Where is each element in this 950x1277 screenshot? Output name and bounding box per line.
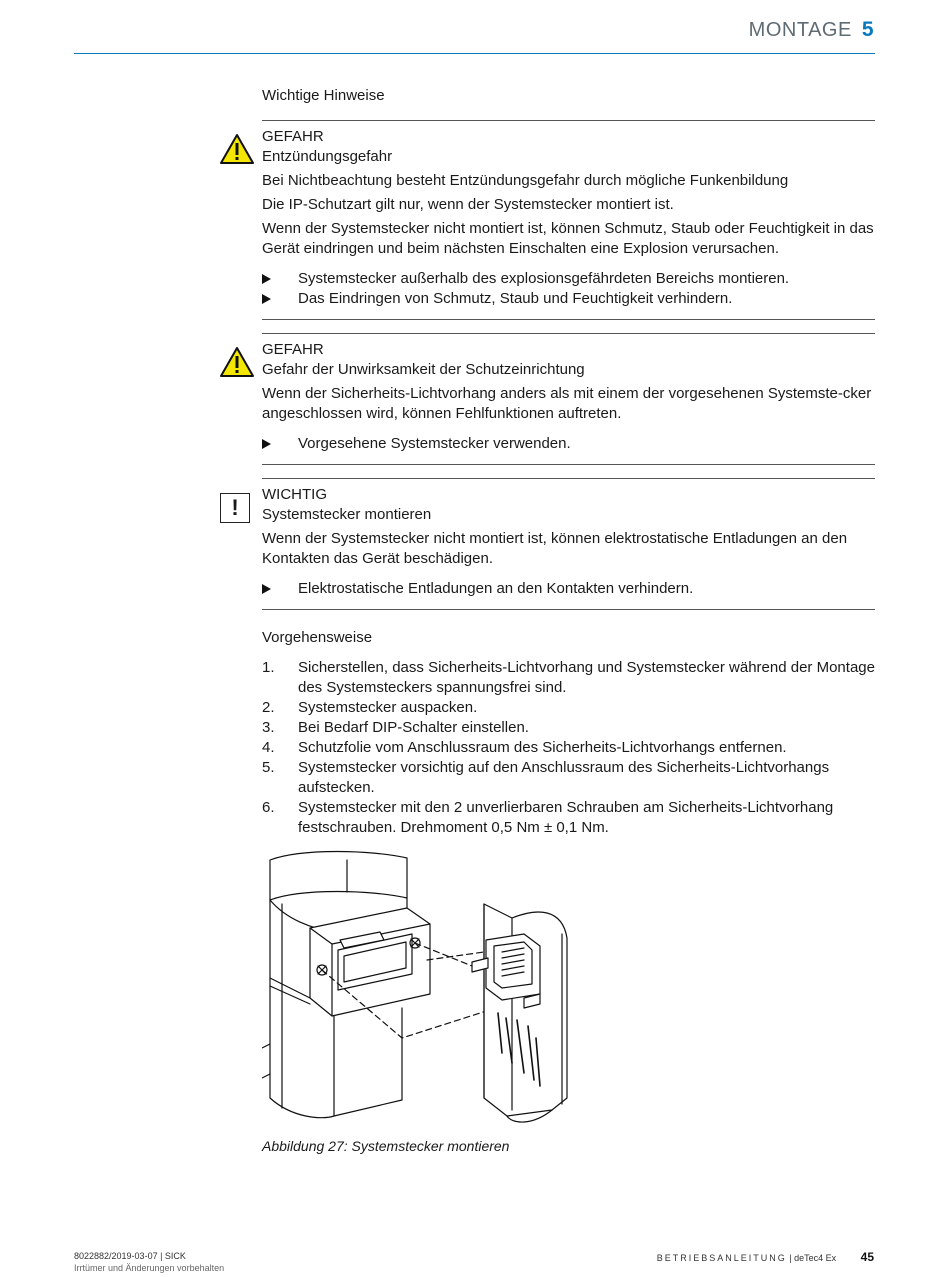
page-number: 45 xyxy=(860,1250,874,1264)
footer-disclaimer: Irrtümer und Änderungen vorbehalten xyxy=(74,1263,225,1273)
divider xyxy=(262,319,875,320)
step-text: Sicherstellen, dass Sicherheits-Lichtvorhang und Systemstecker während der Montage des Systemsteckers spannungsfrei sind. xyxy=(298,659,875,696)
note-paragraph: Bei Nichtbeachtung besteht Entzündungsgefahr durch mögliche Funkenbildung xyxy=(262,172,789,189)
important-note-connector xyxy=(231,485,875,599)
step-text: Systemstecker vorsichtig auf den Anschlussraum des Sicherheits-Lichtvorhangs aufstecken. xyxy=(298,759,830,796)
step-text: Systemstecker auspacken. xyxy=(298,699,478,716)
list-item xyxy=(262,798,875,838)
danger-note-protection xyxy=(262,340,875,454)
header-divider xyxy=(74,53,875,54)
procedure-steps xyxy=(262,658,875,838)
note-label: WICHTIG xyxy=(262,486,327,503)
figure-caption: Abbildung 27: Systemstecker montieren xyxy=(262,1138,510,1154)
footer-doc-id: 8022882/2019-03-07 | SICK xyxy=(74,1251,186,1261)
note-subtitle: Gefahr der Unwirksamkeit der Schutzeinrichtung xyxy=(262,361,585,378)
main-content xyxy=(231,86,875,838)
step-text: Schutzfolie vom Anschlussraum des Sicherheits-Lichtvorhangs entfernen. xyxy=(298,739,787,756)
chapter-number: 5 xyxy=(861,18,874,41)
list-item xyxy=(262,434,875,454)
list-item xyxy=(262,289,875,309)
note-action-list xyxy=(262,434,875,454)
bullet-arrow-icon xyxy=(262,584,271,594)
step-text: Systemstecker mit den 2 unverlierbaren Schrauben am Sicherheits-Lichtvorhang festschrauben. Drehmoment 0,5 Nm ± 0,1 Nm. xyxy=(298,799,834,836)
list-item xyxy=(262,579,875,599)
footer-left xyxy=(74,1250,224,1274)
list-item xyxy=(262,698,875,718)
note-action-list xyxy=(262,269,875,309)
list-item xyxy=(262,758,875,798)
divider xyxy=(262,609,875,610)
bullet-arrow-icon xyxy=(262,274,271,284)
bullet-arrow-icon xyxy=(262,294,271,304)
danger-note-ignition xyxy=(262,127,875,309)
list-item xyxy=(262,658,875,698)
footer-doc-type: BETRIEBSANLEITUNG xyxy=(656,1253,787,1263)
step-number: 3. xyxy=(262,719,275,736)
header-title xyxy=(749,18,874,42)
procedure-heading: Vorgehensweise xyxy=(262,629,373,646)
note-subtitle: Systemstecker montieren xyxy=(262,506,432,523)
list-item xyxy=(262,738,875,758)
note-paragraph: Wenn der Systemstecker nicht montiert ist, können elektrostatische Entladungen an den Kontakten das Gerät beschädigen. xyxy=(262,530,848,567)
list-item-text: Elektrostatische Entladungen an den Kontakten verhindern. xyxy=(298,580,694,597)
step-number: 4. xyxy=(262,739,275,756)
note-label: GEFAHR xyxy=(262,341,324,358)
divider xyxy=(262,464,875,465)
note-paragraph: Wenn der Sicherheits-Lichtvorhang anders als mit einem der vorgesehenen Systemste-cker angeschlossen wird, können Fehlfunktionen auftreten. xyxy=(262,385,872,422)
footer-right xyxy=(657,1250,874,1264)
list-item xyxy=(262,718,875,738)
divider xyxy=(262,120,875,121)
list-item-text: Systemstecker außerhalb des explosionsgefährdeten Bereichs montieren. xyxy=(298,270,790,287)
step-number: 1. xyxy=(262,659,275,676)
step-number: 5. xyxy=(262,759,275,776)
note-label: GEFAHR xyxy=(262,128,324,145)
warning-triangle-icon xyxy=(219,346,255,378)
note-paragraph: Die IP-Schutzart gilt nur, wenn der Systemstecker montiert ist. xyxy=(262,196,674,213)
bullet-arrow-icon xyxy=(262,439,271,449)
footer-separator: | xyxy=(789,1253,795,1263)
section-label: MONTAGE xyxy=(748,19,852,41)
step-number: 2. xyxy=(262,699,275,716)
list-item-text: Das Eindringen von Schmutz, Staub und Feuchtigkeit verhindern. xyxy=(298,290,733,307)
footer-product: deTec4 Ex xyxy=(794,1253,837,1263)
exclamation-box-icon: ! xyxy=(220,493,250,523)
list-item xyxy=(262,269,875,289)
list-item-text: Vorgesehene Systemstecker verwenden. xyxy=(298,435,571,452)
divider xyxy=(262,478,875,479)
note-subtitle: Entzündungsgefahr xyxy=(262,148,393,165)
step-number: 6. xyxy=(262,799,275,816)
step-text: Bei Bedarf DIP-Schalter einstellen. xyxy=(298,719,529,736)
divider xyxy=(262,333,875,334)
note-paragraph: Wenn der Systemstecker nicht montiert ist, können Schmutz, Staub oder Feuchtigkeit in das Gerät eindringen und beim nächsten Einschalten eine Explosion verursachen. xyxy=(262,220,874,257)
warning-triangle-icon xyxy=(219,133,255,165)
note-action-list xyxy=(262,579,875,599)
connector-mounting-illustration xyxy=(262,848,582,1128)
important-notes-heading: Wichtige Hinweise xyxy=(262,87,385,104)
